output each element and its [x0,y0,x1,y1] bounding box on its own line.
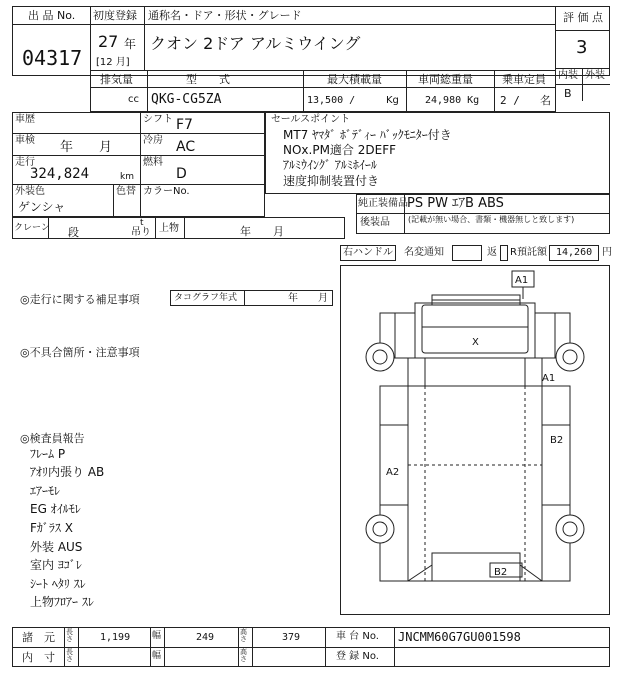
inspection-value: 年 月 [60,140,113,155]
capacity: 2 / [500,94,520,107]
inspector-item: ｱｵﾘ内張り AB [30,465,105,479]
right-hand-drive-label: 右ハンドル [343,247,393,258]
inspection-label: 車検 [15,135,35,146]
width-label: 幅 [152,631,162,641]
inner-dimensions-label: 内 寸 [22,651,55,664]
name-change-box [452,245,482,261]
inner-width-label: 幅 [152,651,162,661]
height-value: 379 [282,632,301,643]
tachograph-value: 年 月 [288,293,328,304]
inspector-item: ｼｰﾄ ﾍﾀﾘ ｽﾚ [30,577,86,591]
exterior-color-label: 外装色 [15,186,45,197]
running-notes-label: ◎走行に関する補足事項 [20,293,140,306]
ac-label: 冷房 [143,135,163,146]
sales-point-item: MT7 ﾔﾏﾀﾞ ﾎﾞﾃﾞｨｰ ﾊﾞｯｸﾓﾆﾀｰ付き [283,128,452,142]
return-box [500,245,508,261]
r-deposit-amount: 14,260 [556,247,593,258]
shift-label: シフト [143,114,173,125]
inspector-item: 室内 ﾖｺﾞﾚ [30,558,82,572]
crane-suspend-label: 吊り [131,227,151,238]
inspector-item: ｴｱｰﾓﾚ [30,484,61,498]
interior-grade: B [564,87,572,100]
overall-grade: 3 [576,37,588,58]
model-code: QKG-CG5ZA [151,92,222,107]
fuel-label: 燃料 [143,157,163,168]
sales-point-item: NOx.PM適合 2DEFF [283,143,397,157]
truck-diagram-svg [340,265,610,615]
displacement-label: 排気量 [100,73,133,86]
cc-unit: cc [128,94,139,105]
registration-year: 27 [98,32,119,51]
sales-point-item: ｱﾙﾐｳｲﾝｸﾞ ｱﾙﾐﾎｲｰﾙ [283,158,377,172]
history-label: 車歴 [15,114,35,125]
dimensions-label: 諸 元 [22,631,55,644]
chassis-number: JNCMM60G7GU001598 [398,630,521,644]
damage-mark: B2 [550,435,564,446]
gross-weight-label: 車両総重量 [418,73,473,86]
inspector-item: EG ｵｲﾙﾓﾚ [30,502,81,516]
inspector-item: Fｶﾞﾗｽ X [30,521,73,535]
color-number-label: カラーNo. [143,186,190,197]
mileage-label: 走行 [15,157,35,168]
year-unit: 年 [124,37,137,51]
chassis-number-label: 車 台 No. [336,631,379,642]
gross-weight: 24,980 Kg [425,95,480,106]
model-label: 型 式 [186,73,230,86]
shift-value: F7 [176,117,193,133]
capacity-unit: 名 [540,94,551,107]
genuine-equipment: PS PW ｴｱB ABS [407,196,504,211]
interior-grade-label: 内装 [558,70,578,81]
inspector-item: 外装 AUS [30,540,83,554]
registration-month: [12 月] [96,57,130,68]
defects-label: ◎不具合箇所・注意事項 [20,346,140,359]
exterior-grade-label: 外装 [585,70,605,81]
exterior-color: ゲンシャ [18,200,66,214]
aftermarket-note: (記載が無い場合、書類・機器無しと致します) [408,215,575,224]
sales-point-item: 速度抑制装置付き [283,174,380,188]
car-name-label: 通称名・ドア・形状・グレード [148,9,302,22]
max-load-unit: Kg [386,95,399,106]
crane-label: クレーン [14,223,50,233]
first-registration-label: 初度登録 [93,9,137,22]
damage-mark: X [472,337,479,348]
crane-ton-unit: t [140,218,144,228]
height-label: 高さ [240,628,247,643]
body-label: 上物 [159,223,179,234]
damage-mark: A1 [515,275,529,286]
return-label: 返 [487,247,497,258]
max-load-label: 最大積載量 [327,73,382,86]
genuine-equipment-label: 純正装備品 [358,198,408,209]
tachograph-label: タコグラフ年式 [174,293,238,303]
inspector-item: 上物ﾌﾛｱｰ ｽﾚ [30,595,94,609]
length-value: 1,199 [100,632,131,643]
r-deposit-unit: 円 [602,247,612,258]
lot-number-label: 出 品 No. [28,9,76,22]
crane-stages: 段 [68,226,79,239]
damage-mark: A2 [386,467,400,478]
ac-value: AC [176,139,196,155]
r-deposit-label: R預託額 [510,247,547,258]
damage-mark: A1 [542,373,556,384]
width-value: 249 [196,632,215,643]
inner-length-label: 長さ [66,648,73,663]
registration-number-label: 登 録 No. [336,651,379,662]
sales-points-label: セールスポイント [271,114,351,125]
body-year-month: 年 月 [240,225,284,238]
length-label: 長さ [66,628,73,643]
capacity-label: 乗車定員 [502,73,546,86]
car-name: クオン 2ドア アルミウイング [150,34,361,53]
aftermarket-label: 後装品 [360,217,390,228]
inspector-report-label: ◎検査員報告 [20,432,85,445]
inspector-item: ﾌﾚｰﾑ P [30,447,66,461]
mileage-value: 324,824 [30,166,90,182]
inner-height-label: 高さ [240,648,247,663]
fuel-value: D [176,166,187,182]
lot-number: 04317 [22,46,83,70]
name-change-label: 名変通知 [404,247,444,258]
max-load: 13,500 / [307,95,356,106]
damage-mark: B2 [494,567,508,578]
color-change-label: 色替 [116,186,136,197]
mileage-unit: km [120,172,134,182]
grade-label: 評 価 点 [563,11,603,24]
